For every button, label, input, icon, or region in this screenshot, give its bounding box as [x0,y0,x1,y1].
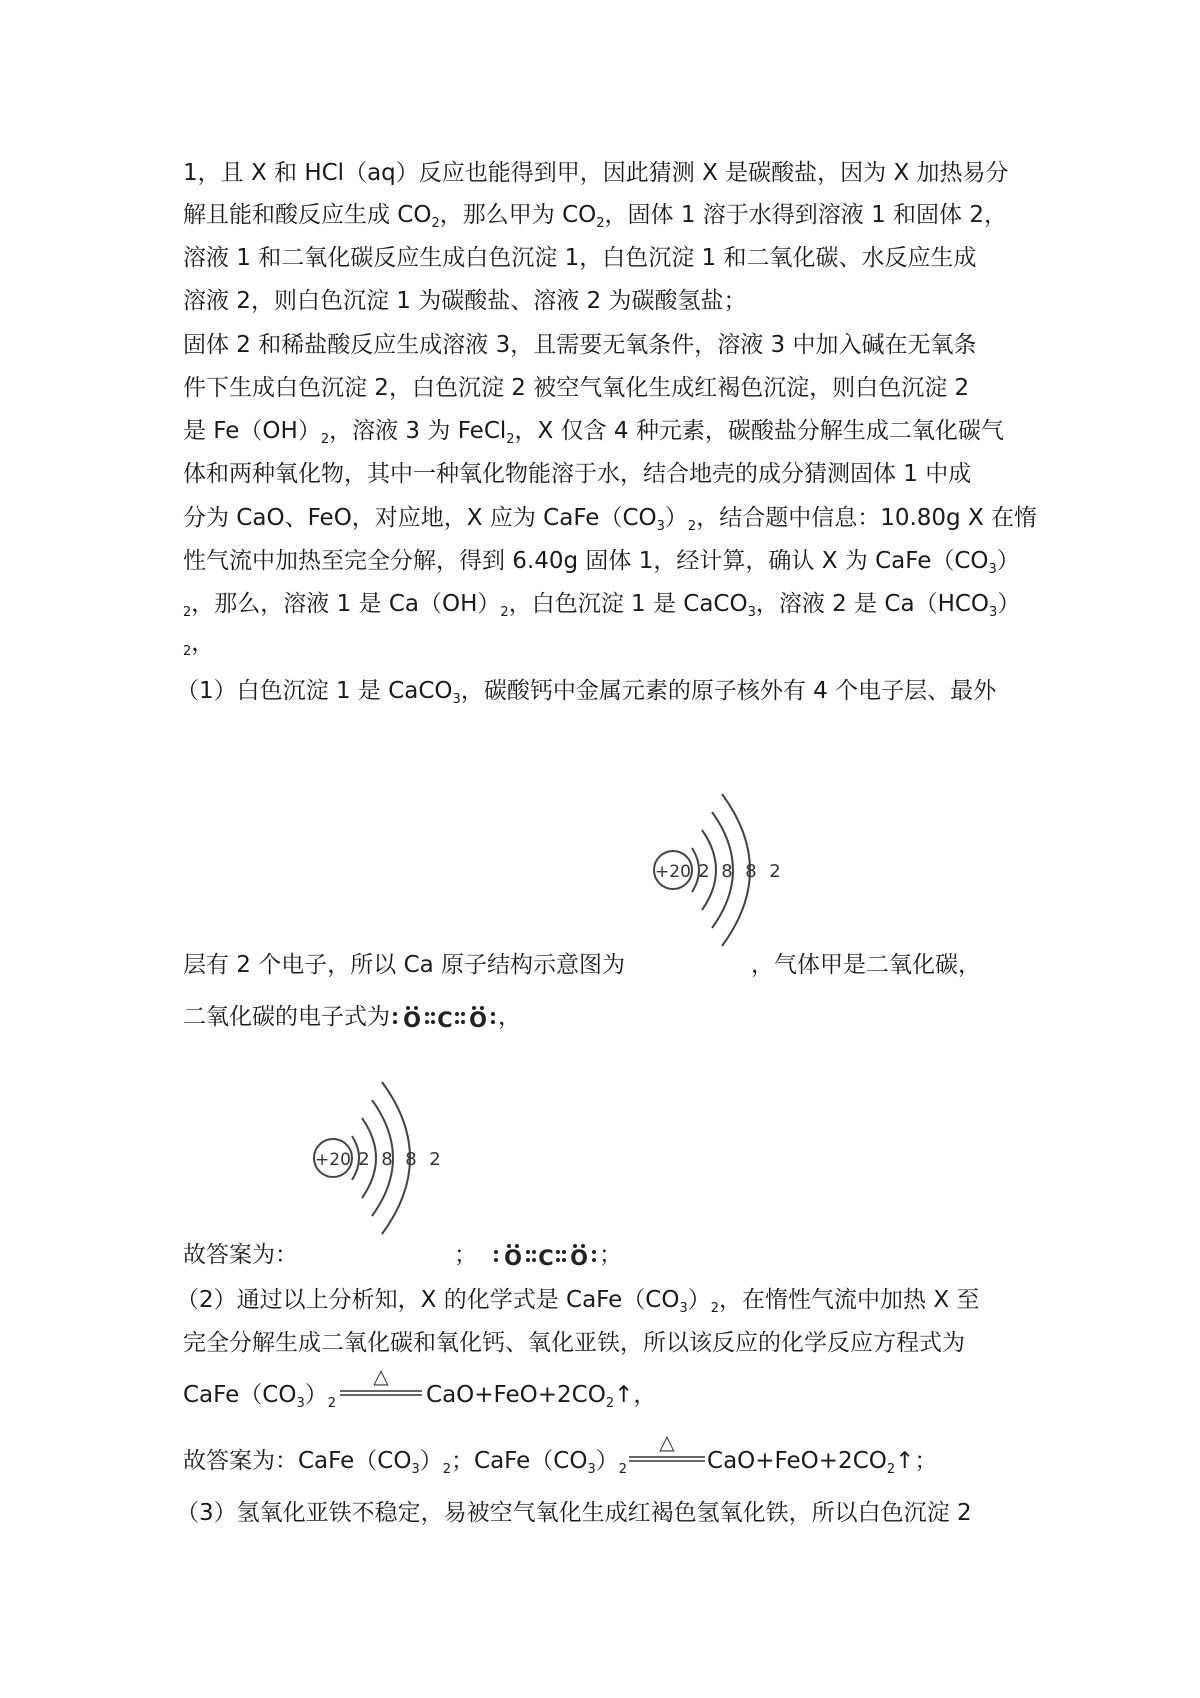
text-line: 性气流中加热至完全分解，得到 6.40g 固体 1，经计算，确认 X 为 $CaFe(CO_3)$ [183,548,1020,577]
nucleus-label: +20 [315,1150,351,1170]
svg-text:C: C [538,1245,554,1270]
text-line: 体和两种氧化物，其中一种氧化物能溶于水，结合地壳的成分猜测固体 1 中成 [183,461,972,487]
text-line: 层有 2 个电子，所以 Ca 原子结构示意图为 ，气体甲是二氧化碳， [183,952,982,978]
svg-text:△: △ [659,1432,675,1454]
svg-text:△: △ [373,1366,389,1388]
svg-text:C: C [437,1007,453,1032]
svg-text:O: O [403,1007,421,1032]
heat-condition [627,1432,707,1477]
text-line: 二氧化碳的电子式为 O C O ， [183,1004,521,1032]
ca-atom-diagram [640,760,780,974]
svg-text:O: O [504,1245,522,1270]
svg-text:O: O [469,1007,487,1032]
text-line: 是 $Fe(OH)_2$，溶液 3 为 FeCl$_2$，X 仅含 4 种元素，碳酸盐分解生成二氧化碳气 [183,418,1004,447]
text-line: 固体 2 和稀盐酸反应生成溶液 3，且需要无氧条件，溶液 3 中加入碱在无氧条 [183,332,977,358]
shell-label: 2 [698,861,710,882]
shell-label: 8 [745,861,757,882]
text-line: 解且能和酸反应生成 $CO_2$，那么甲为 $CO_2$，固体 1 溶于水得到溶液 1 和固体 2， [183,202,1007,231]
text-line: $CaFe(CO_3)_2$ △ $CaO+FeO+2CO_2↑$， [183,1380,656,1411]
co2-electron-formula-answer [491,1241,599,1271]
shell-label: 2 [429,1149,440,1170]
text-line: 分为 CaO、FeO，对应地，X 应为 $CaFe(CO_3)_2$，结合题中信息：10.80g X 在惰 [183,505,1038,534]
co2-electron-formula [390,1003,498,1033]
heat-condition [336,1366,426,1411]
nucleus-label: +20 [655,862,691,882]
svg-text:O: O [570,1245,588,1270]
text-line: 1，且 X 和 HCl（aq）反应也能得到甲，因此猜测 X 是碳酸盐，因为 X 加热易分 [183,160,1009,186]
shell-label: 2 [769,861,780,882]
shell-label: 8 [381,1149,393,1170]
shell-label: 2 [358,1149,370,1170]
ca-atom-diagram-answer [300,1048,440,1262]
shell-label: 8 [405,1149,417,1170]
text-line: 件下生成白色沉淀 2，白色沉淀 2 被空气氧化生成红褐色沉淀，则白色沉淀 2 [183,375,970,401]
text-line: （3）氢氧化亚铁不稳定，易被空气氧化生成红褐色氢氧化铁，所以白色沉淀 2 [176,1500,972,1526]
text-line: （2）通过以上分析知，X 的化学式是 $CaFe(CO_3)_2$，在惰性气流中加热 X 至 [176,1287,980,1316]
text-line: （1）白色沉淀 1 是 CaCO$_3$，碳酸钙中金属元素的原子核外有 4 个电子层、最外 [176,678,997,707]
text-line: 溶液 2，则白色沉淀 1 为碳酸盐、溶液 2 为碳酸氢盐； [183,288,747,314]
text-line: $_2$，那么，溶液 1 是 $Ca(OH)_2$，白色沉淀 1 是 CaCO$_3$，溶液 2 是 $Ca(HCO_3)$ [183,591,1021,620]
text-line: 完全分解生成二氧化碳和氧化钙、氧化亚铁，所以该反应的化学反应方程式为 [183,1330,965,1356]
text-line: 故答案为： ； O C O ； [183,1242,622,1270]
text-line: 溶液 1 和二氧化碳反应生成白色沉淀 1，白色沉淀 1 和二氧化碳、水反应生成 [183,245,977,271]
text-line: $_2$， [183,630,215,659]
text-line: 故答案为：$CaFe(CO_3)_2$；$CaFe(CO_3)_2$ △ $CaO+FeO+2CO_2↑$； [183,1446,937,1477]
shell-label: 8 [721,861,733,882]
